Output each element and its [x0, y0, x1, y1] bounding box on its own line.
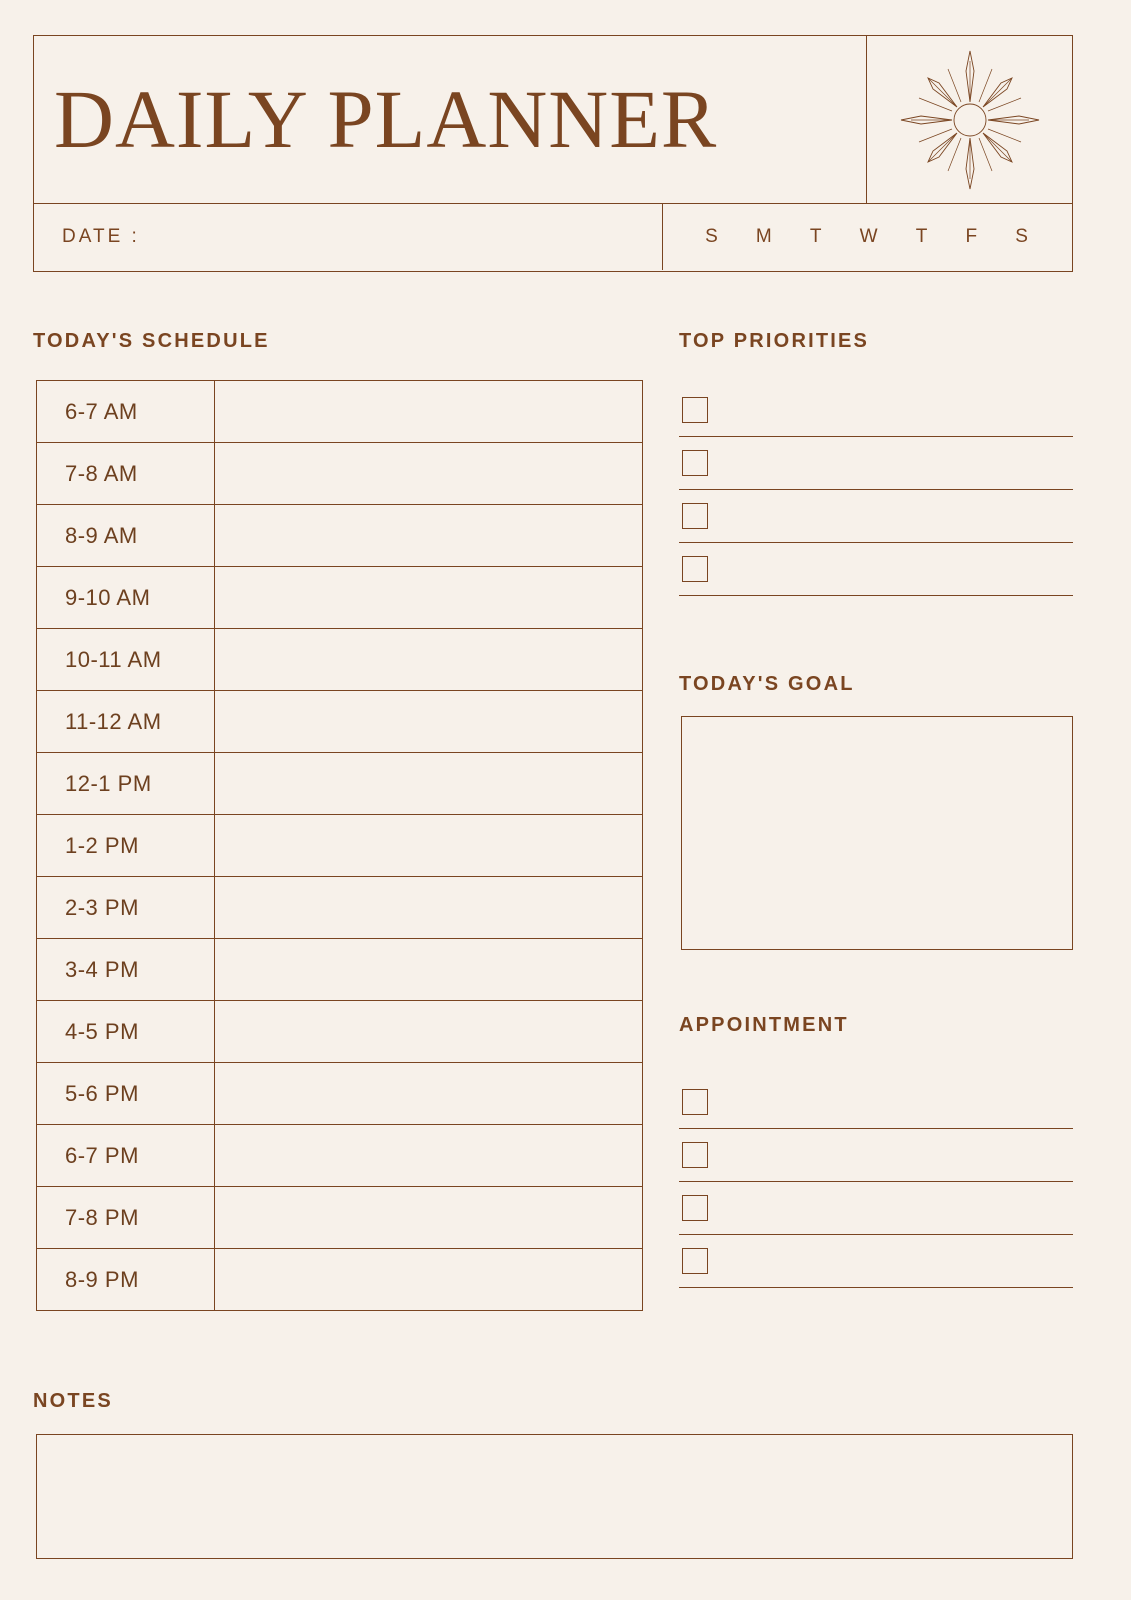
list-item [679, 1182, 1073, 1235]
schedule-time-1: 7-8 AM [37, 443, 215, 505]
schedule-time-10: 4-5 PM [37, 1001, 215, 1063]
table-row [37, 877, 643, 939]
schedule-entry-6[interactable] [214, 753, 642, 815]
appointment-text-3[interactable] [708, 1235, 1073, 1287]
goal-heading: TODAY'S GOAL [679, 673, 855, 695]
schedule-time-13: 7-8 PM [37, 1187, 215, 1249]
schedule-entry-0[interactable] [214, 381, 642, 443]
checkbox-icon[interactable] [682, 397, 708, 423]
weekday-s2[interactable]: S [1015, 226, 1030, 247]
priority-text-0[interactable] [708, 384, 1073, 436]
weekday-selector [663, 204, 1072, 270]
title-cell [34, 36, 867, 203]
weekday-s1[interactable]: S [705, 226, 720, 247]
notes-heading: NOTES [33, 1390, 113, 1412]
schedule-entry-11[interactable] [214, 1063, 642, 1125]
weekday-t2[interactable]: T [915, 226, 930, 247]
table-row [37, 1125, 643, 1187]
schedule-entry-8[interactable] [214, 877, 642, 939]
checkbox-icon[interactable] [682, 556, 708, 582]
table-row [37, 1187, 643, 1249]
sun-burst-icon [895, 45, 1045, 195]
schedule-time-9: 3-4 PM [37, 939, 215, 1001]
table-row [37, 381, 643, 443]
table-row [37, 815, 643, 877]
schedule-time-14: 8-9 PM [37, 1249, 215, 1311]
weekday-m[interactable]: M [755, 226, 774, 247]
appointment-text-1[interactable] [708, 1129, 1073, 1181]
list-item [679, 490, 1073, 543]
schedule-entry-12[interactable] [214, 1125, 642, 1187]
table-row [37, 1001, 643, 1063]
schedule-time-2: 8-9 AM [37, 505, 215, 567]
table-row [37, 753, 643, 815]
table-row [37, 691, 643, 753]
schedule-time-5: 11-12 AM [37, 691, 215, 753]
weekday-t1[interactable]: T [809, 226, 824, 247]
schedule-entry-13[interactable] [214, 1187, 642, 1249]
appointment-text-2[interactable] [708, 1182, 1073, 1234]
schedule-table [36, 380, 643, 1311]
list-item [679, 1129, 1073, 1182]
list-item [679, 543, 1073, 596]
list-item [679, 437, 1073, 490]
list-item [679, 384, 1073, 437]
checkbox-icon[interactable] [682, 1089, 708, 1115]
checkbox-icon[interactable] [682, 1248, 708, 1274]
appointment-text-0[interactable] [708, 1076, 1073, 1128]
schedule-time-6: 12-1 PM [37, 753, 215, 815]
schedule-heading: TODAY'S SCHEDULE [33, 330, 270, 352]
header-title-row [34, 36, 1072, 204]
header-date-row [34, 204, 1072, 270]
header-block [33, 35, 1073, 272]
table-row [37, 1249, 643, 1311]
goal-textarea[interactable] [681, 716, 1073, 950]
priority-text-3[interactable] [708, 543, 1073, 595]
schedule-time-7: 1-2 PM [37, 815, 215, 877]
table-row [37, 1063, 643, 1125]
table-row [37, 629, 643, 691]
schedule-time-4: 10-11 AM [37, 629, 215, 691]
schedule-entry-1[interactable] [214, 443, 642, 505]
checkbox-icon[interactable] [682, 1142, 708, 1168]
priority-text-2[interactable] [708, 490, 1073, 542]
notes-textarea[interactable] [36, 1434, 1073, 1559]
weekday-f[interactable]: F [965, 226, 980, 247]
priority-text-1[interactable] [708, 437, 1073, 489]
schedule-entry-9[interactable] [214, 939, 642, 1001]
list-item [679, 1076, 1073, 1129]
schedule-entry-2[interactable] [214, 505, 642, 567]
checkbox-icon[interactable] [682, 450, 708, 476]
appointment-list [679, 1076, 1073, 1288]
schedule-entry-5[interactable] [214, 691, 642, 753]
list-item [679, 1235, 1073, 1288]
schedule-entry-10[interactable] [214, 1001, 642, 1063]
schedule-time-3: 9-10 AM [37, 567, 215, 629]
schedule-entry-4[interactable] [214, 629, 642, 691]
weekday-w[interactable]: W [859, 226, 880, 247]
page-title: DAILY PLANNER [54, 73, 718, 165]
schedule-entry-7[interactable] [214, 815, 642, 877]
table-row [37, 567, 643, 629]
appointment-heading: APPOINTMENT [679, 1014, 849, 1036]
date-field[interactable] [34, 204, 663, 270]
table-row [37, 505, 643, 567]
schedule-time-0: 6-7 AM [37, 381, 215, 443]
schedule-entry-3[interactable] [214, 567, 642, 629]
priorities-list [679, 384, 1073, 596]
schedule-time-11: 5-6 PM [37, 1063, 215, 1125]
logo-cell [867, 36, 1072, 203]
checkbox-icon[interactable] [682, 1195, 708, 1221]
schedule-time-12: 6-7 PM [37, 1125, 215, 1187]
checkbox-icon[interactable] [682, 503, 708, 529]
schedule-time-8: 2-3 PM [37, 877, 215, 939]
schedule-entry-14[interactable] [214, 1249, 642, 1311]
table-row [37, 939, 643, 1001]
date-label: DATE : [62, 226, 140, 247]
table-row [37, 443, 643, 505]
priorities-heading: TOP PRIORITIES [679, 330, 870, 352]
